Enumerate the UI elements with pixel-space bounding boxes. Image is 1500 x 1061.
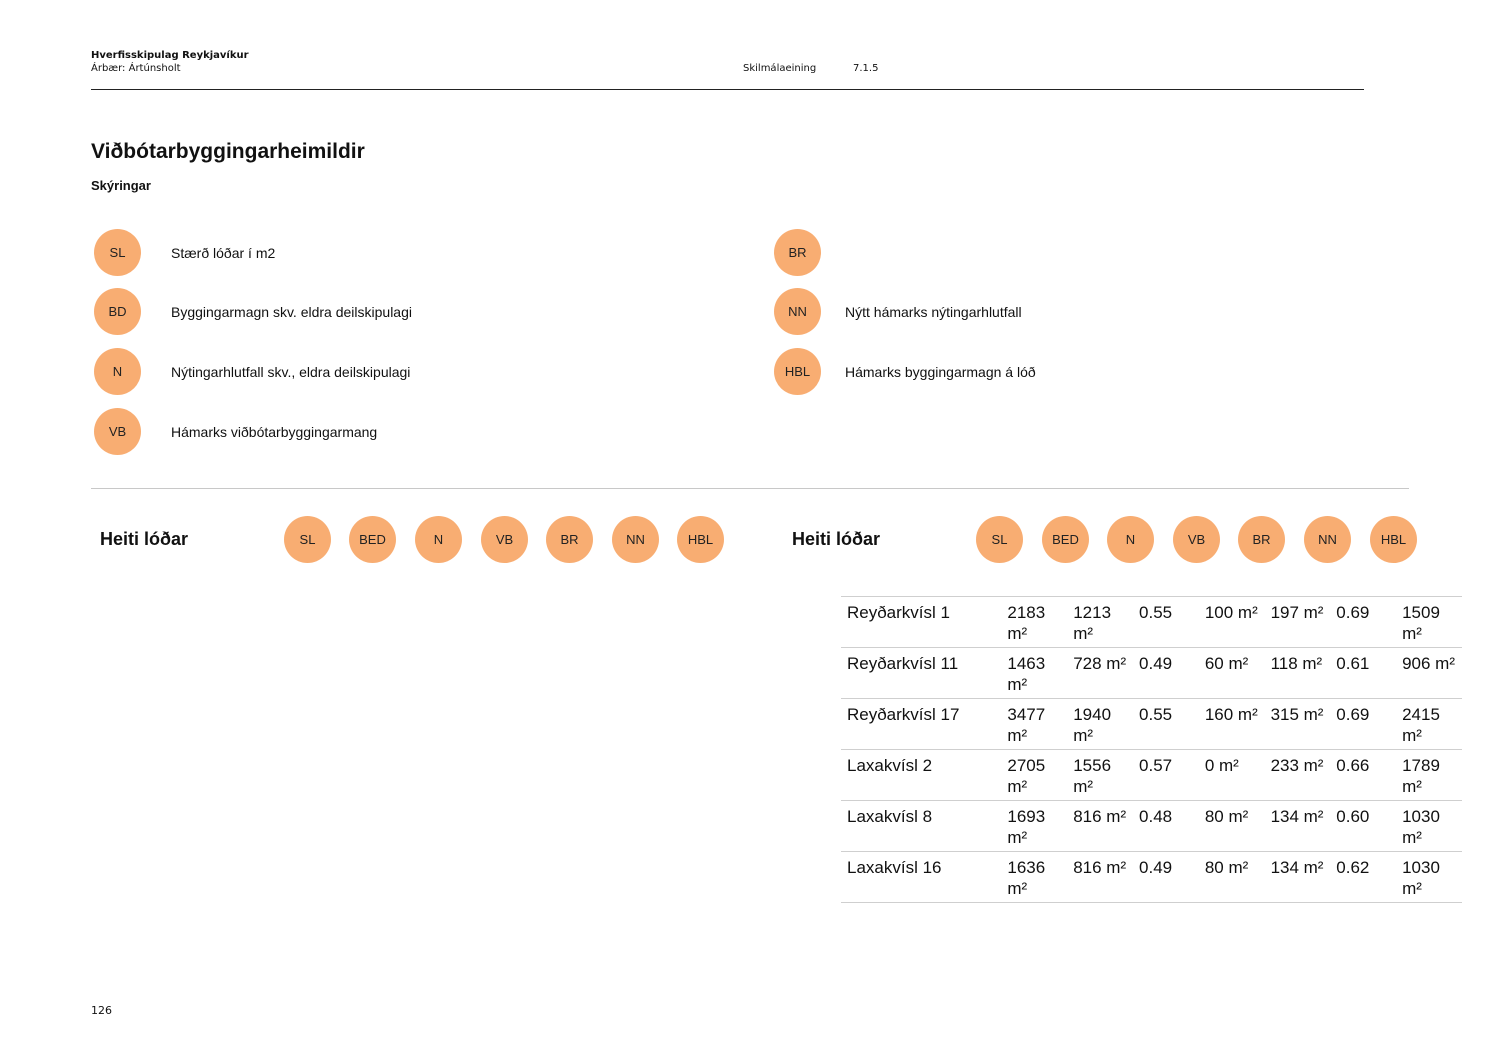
table-cell: 0.49 xyxy=(1133,852,1199,903)
legend-badge: BR xyxy=(774,229,821,276)
column-badge: BR xyxy=(1238,516,1285,563)
column-badge: VB xyxy=(481,516,528,563)
table-cell: 233 m² xyxy=(1265,750,1331,801)
column-badge: VB xyxy=(1173,516,1220,563)
column-heading-right: Heiti lóðar xyxy=(792,529,881,549)
table-cell: 100 m² xyxy=(1199,597,1265,648)
table-cell: 134 m² xyxy=(1265,852,1331,903)
table-cell: 1213 m² xyxy=(1067,597,1133,648)
column-badge: BED xyxy=(1042,516,1089,563)
document-subtitle: Árbær: Ártúnsholt xyxy=(91,63,181,74)
table-cell: 0.69 xyxy=(1330,597,1396,648)
table-cell: 315 m² xyxy=(1265,699,1331,750)
legend-text: Hámarks byggingarmagn á lóð xyxy=(845,364,1036,380)
table-cell: 0.49 xyxy=(1133,648,1199,699)
table-cell: 2183 m² xyxy=(1001,597,1067,648)
table-cell: 0.66 xyxy=(1330,750,1396,801)
table-row xyxy=(841,699,1462,750)
table-row xyxy=(841,750,1462,801)
table-cell: 160 m² xyxy=(1199,699,1265,750)
table-cell: 1556 m² xyxy=(1067,750,1133,801)
legend-badge: VB xyxy=(94,408,141,455)
table-cell: 0.55 xyxy=(1133,699,1199,750)
table-cell: 1693 m² xyxy=(1001,801,1067,852)
table-cell: 1940 m² xyxy=(1067,699,1133,750)
legend-badge: N xyxy=(94,348,141,395)
table-cell: Reyðarkvísl 11 xyxy=(841,648,1001,699)
table-cell: Laxakvísl 16 xyxy=(841,852,1001,903)
legend-badge: SL xyxy=(94,229,141,276)
table-row xyxy=(841,852,1462,903)
column-badge: NN xyxy=(1304,516,1351,563)
table-cell: 3477 m² xyxy=(1001,699,1067,750)
table-cell: 0 m² xyxy=(1199,750,1265,801)
table-cell: 816 m² xyxy=(1067,852,1133,903)
column-badge: BED xyxy=(349,516,396,563)
table-row xyxy=(841,648,1462,699)
legend-text: Stærð lóðar í m2 xyxy=(171,245,276,261)
table-cell: 0.57 xyxy=(1133,750,1199,801)
column-badge: N xyxy=(415,516,462,563)
column-badge: NN xyxy=(612,516,659,563)
legend-title: Skýringar xyxy=(91,178,151,193)
table-row xyxy=(841,597,1462,648)
section-label: Skilmálaeining xyxy=(743,63,817,74)
legend-text: Nýtingarhlutfall skv., eldra deilskipulagi xyxy=(171,364,411,380)
table-row xyxy=(841,801,1462,852)
table-cell: 134 m² xyxy=(1265,801,1331,852)
column-badge: HBL xyxy=(1370,516,1417,563)
legend-badge: HBL xyxy=(774,348,821,395)
table-cell: Reyðarkvísl 17 xyxy=(841,699,1001,750)
column-badge: N xyxy=(1107,516,1154,563)
document-title: Hverfisskipulag Reykjavíkur xyxy=(91,50,249,61)
column-badge: HBL xyxy=(677,516,724,563)
table-cell: Laxakvísl 8 xyxy=(841,801,1001,852)
table-cell: 1636 m² xyxy=(1001,852,1067,903)
table-cell: 80 m² xyxy=(1199,852,1265,903)
table-cell: 0.48 xyxy=(1133,801,1199,852)
table-cell: 816 m² xyxy=(1067,801,1133,852)
table-cell: 1030 m² xyxy=(1396,852,1462,903)
section-divider xyxy=(91,488,1409,489)
table-cell: 1030 m² xyxy=(1396,801,1462,852)
table-cell: 1509 m² xyxy=(1396,597,1462,648)
page-title: Viðbótarbyggingarheimildir xyxy=(91,140,365,163)
column-badge: SL xyxy=(284,516,331,563)
table-cell: 0.62 xyxy=(1330,852,1396,903)
table-cell: 0.55 xyxy=(1133,597,1199,648)
legend-badge: NN xyxy=(774,288,821,335)
column-heading-left: Heiti lóðar xyxy=(100,529,189,549)
table-cell: 728 m² xyxy=(1067,648,1133,699)
table-cell: Reyðarkvísl 1 xyxy=(841,597,1001,648)
table-cell: 1463 m² xyxy=(1001,648,1067,699)
legend-text: Byggingarmagn skv. eldra deilskipulagi xyxy=(171,304,412,320)
legend-text: Nýtt hámarks nýtingarhlutfall xyxy=(845,304,1022,320)
header-divider xyxy=(91,89,1364,90)
table-cell: 80 m² xyxy=(1199,801,1265,852)
legend-badge: BD xyxy=(94,288,141,335)
table-cell: 906 m² xyxy=(1396,648,1462,699)
table-cell: 0.69 xyxy=(1330,699,1396,750)
column-badge: SL xyxy=(976,516,1023,563)
page-number: 126 xyxy=(91,1004,112,1017)
building-permits-table xyxy=(841,596,1462,903)
table-cell: 0.61 xyxy=(1330,648,1396,699)
table-cell: 1789 m² xyxy=(1396,750,1462,801)
table-cell: 60 m² xyxy=(1199,648,1265,699)
legend-text: Hámarks viðbótarbyggingarmang xyxy=(171,424,378,440)
table-cell: 197 m² xyxy=(1265,597,1331,648)
section-number: 7.1.5 xyxy=(853,63,879,74)
table-cell: 2705 m² xyxy=(1001,750,1067,801)
table-cell: 2415 m² xyxy=(1396,699,1462,750)
table-cell: 0.60 xyxy=(1330,801,1396,852)
table-cell: Laxakvísl 2 xyxy=(841,750,1001,801)
column-badge: BR xyxy=(546,516,593,563)
table-cell: 118 m² xyxy=(1265,648,1331,699)
